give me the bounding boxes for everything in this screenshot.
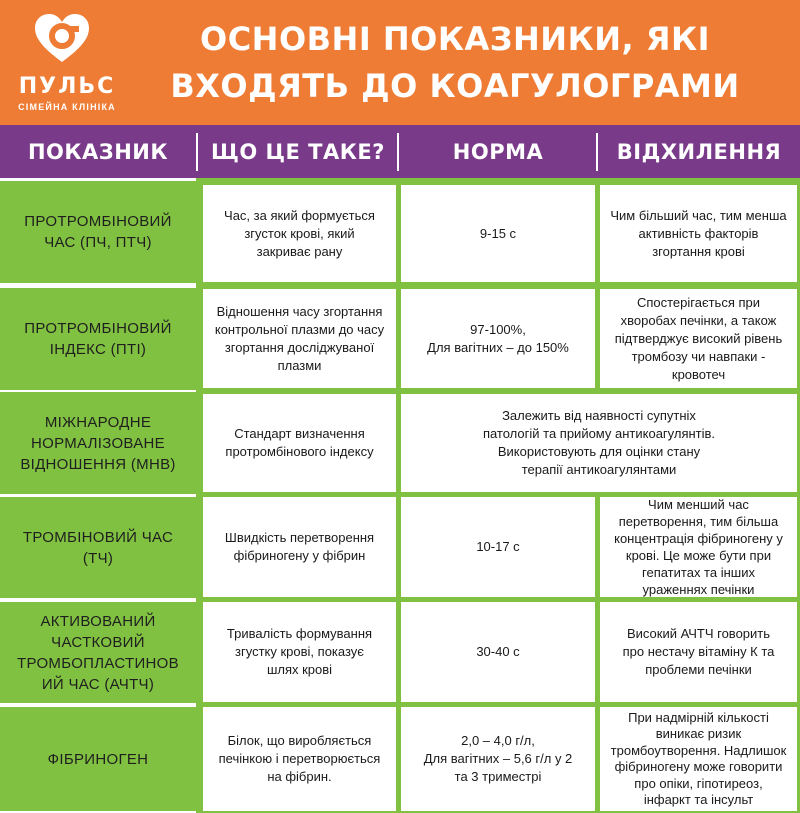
text-line: Залежить від наявності супутніх [502,408,696,423]
indicator-line: ИЙ ЧАС (АЧТЧ) [41,675,155,693]
deviation-cell [600,602,797,702]
text-line: 2,0 – 4,0 г/л, [461,733,535,748]
text-line: тромбоутворення. Надлишок [610,742,787,758]
text-line: Швидкість перетворення [224,530,375,545]
indicator-line: ПРОТРОМБІНОВИЙ [24,213,172,230]
norm-cell [401,289,595,388]
text-line: хворобах печінки, а також [620,312,777,328]
indicator-line: АКТИВОВАНИЙ [40,612,156,630]
text-line: активність факторів [638,225,759,241]
brand-subtitle: СІМЕЙНА КЛІНІКА [18,102,116,112]
text-line: Чим більший час, тим менша [610,207,787,223]
text-line: контрольної плазми до часу [214,321,385,337]
text-line: перетворення, тим більша [618,514,779,529]
merged-norm-deviation-cell [401,394,797,492]
text-line: Стандарт визначення [234,426,365,441]
indicator-line: ІНДЕКС (ПТІ) [49,341,147,358]
indicator-line: ПРОТРОМБІНОВИЙ [24,320,172,337]
indicator-line: НОРМАЛІЗОВАНЕ [31,434,165,452]
text-line: шлях крові [266,662,333,677]
text-line: 30-40 с [476,644,520,659]
text-line: патологій та прийому антикоагулянтів. [482,426,716,441]
text-line: тромбозу чи навпаки - [631,348,766,364]
text-line: кровотеч [671,366,726,382]
column-divider [596,133,598,171]
text-line: згусток крові, який [244,225,355,241]
what-cell [203,289,396,388]
text-line: протромбінового індексу [225,444,374,459]
text-line: 10-17 с [476,539,520,554]
text-line: Високий АЧТЧ говорить [626,626,771,641]
text-line: 9-15 с [479,225,517,241]
column-header-indicator: ПОКАЗНИК [27,139,169,164]
text-line: на фібрин. [267,769,332,784]
text-line: фібриногену у фібрин [233,548,366,563]
text-line: фібриногену може говорити [614,759,783,774]
indicator-line: ТРОМБОПЛАСТИНОВ [17,654,179,672]
indicator-line: ЧАСТКОВИЙ [51,633,145,651]
text-line: терапії антикоагулянтами [521,462,677,477]
deviation-cell [600,289,797,388]
text-line: Тривалість формування [226,626,373,641]
text-line: При надмірній кількості [628,709,769,725]
column-divider [196,133,198,171]
indicator-thrombin-time [0,497,196,598]
text-line: закриває рану [256,243,343,259]
brand-name: ПУЛЬС [18,74,116,99]
header-banner [0,0,800,125]
text-line: концентрація фібриногену у [614,531,783,546]
text-line: крові. Це може бути при [625,548,772,563]
text-line: виникає ризик [655,726,742,741]
page-title [130,16,780,110]
title-line-1: ОСНОВНІ ПОКАЗНИКИ, ЯКІ [199,20,711,58]
indicator-line: (ТЧ) [82,549,114,567]
text-line: 97-100%, [470,321,526,337]
text-line: Відношення часу згортання [216,303,383,319]
text-line: згортання досліджуваної [224,339,375,355]
text-line: Для вагітних – 5,6 г/л у 2 [423,751,573,766]
indicator-line: ЧАС (ПЧ, ПТЧ) [44,234,152,251]
title-line-2: ВХОДЯТЬ ДО КОАГУЛОГРАМИ [170,67,740,105]
indicator-prothrombin-index [0,288,196,390]
deviation-cell [600,497,797,597]
text-line: печінкою і перетворюється [218,751,381,766]
norm-cell [401,707,595,811]
text-line: згортання крові [652,243,745,259]
text-line: ураженнях печінки [642,582,755,597]
text-line: про нестачу вітаміну К та [622,644,775,659]
indicator-line: ФІБРИНОГЕН [47,750,149,768]
indicator-prothrombin-time [0,181,196,283]
text-line: Спостерігається при [636,294,761,310]
column-header-norm: НОРМА [452,139,544,164]
text-line: згустку крові, показує [235,644,364,659]
indicator-fibrinogen [0,707,196,811]
text-line: гепатитах та інших [642,565,755,580]
column-header-deviation: ВІДХИЛЕННЯ [616,139,782,164]
what-cell [203,394,396,492]
text-line: та 3 триместрі [454,769,542,784]
text-line: інфаркт та інсульт [643,792,754,807]
text-line: плазми [277,357,322,373]
text-line: проблеми печінки [645,662,752,677]
indicator-aptt [0,602,196,703]
what-cell [203,497,396,597]
column-header-row [0,125,800,178]
clinic-logo [8,10,118,120]
heart-logo-icon [32,12,92,64]
what-cell [203,602,396,702]
text-line: Використовують для оцінки стану [497,444,701,459]
column-divider [397,133,399,171]
what-cell [203,707,396,811]
norm-cell [401,602,595,702]
text-line: Білок, що виробляється [227,733,372,748]
indicator-inr [0,392,196,494]
deviation-cell [600,185,797,282]
text-line: Чим менший час [648,497,749,512]
text-line: Для вагітних – до 150% [427,339,569,355]
norm-cell [401,185,595,282]
norm-cell [401,497,595,597]
text-line: про опіки, гіпотиреоз, [634,775,763,791]
text-line: Час, за який формується [224,207,375,223]
indicator-line: ВІДНОШЕННЯ (МНВ) [20,455,176,473]
indicator-line: МІЖНАРОДНЕ [44,413,152,431]
deviation-cell [600,707,797,811]
indicator-line: ТРОМБІНОВИЙ ЧАС [22,528,174,546]
text-line: підтверджує високий рівень [614,330,783,346]
column-header-what: ЩО ЦЕ ТАКЕ? [211,139,385,164]
what-cell [203,185,396,282]
